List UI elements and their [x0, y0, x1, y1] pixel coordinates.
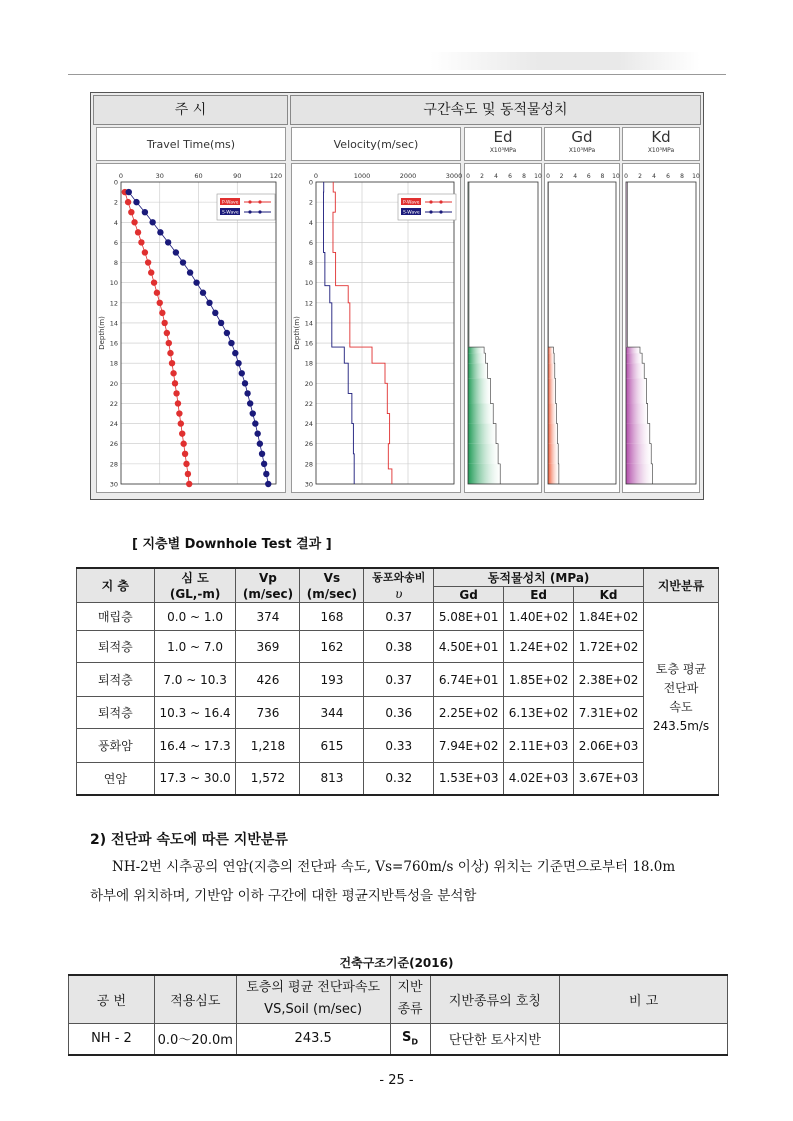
ed-panel — [464, 163, 542, 493]
th-site-class-line1: 지반 — [397, 980, 423, 996]
class-note-line: 전단파 — [663, 681, 699, 696]
y-tick-label: 22 — [304, 399, 313, 408]
gd-header — [544, 127, 620, 161]
modulus-bar — [548, 363, 555, 378]
data-point — [138, 239, 144, 245]
cell-gd: 5.08E+01 — [434, 603, 504, 631]
gd-chart — [545, 164, 619, 492]
cell-kd: 1.84E+02 — [574, 603, 644, 631]
data-point — [261, 461, 267, 467]
table-row — [77, 631, 719, 663]
cell-gd: 2.25E+02 — [434, 697, 504, 729]
cell-vp: 426 — [236, 663, 300, 697]
cell-ed: 1.85E+02 — [504, 663, 574, 697]
cell-vs: 813 — [300, 763, 364, 795]
y-tick-label: 2 — [308, 198, 313, 207]
modulus-bar — [626, 424, 650, 444]
th-site-class — [390, 975, 430, 1023]
cell-gd: 6.74E+01 — [434, 663, 504, 697]
data-point — [145, 259, 151, 265]
x-tick-label: 30 — [155, 172, 164, 180]
figure-title-left: 주 시 — [93, 95, 288, 125]
data-point — [179, 430, 185, 436]
cell-depth: 10.3 ~ 16.4 — [154, 697, 236, 729]
kd-label: Kd — [651, 128, 671, 146]
travel-time-chart — [97, 164, 285, 492]
data-point — [157, 229, 163, 235]
modulus-bar — [468, 444, 498, 464]
x-tick-label: 0 — [313, 172, 319, 180]
y-tick-label: 6 — [113, 238, 118, 247]
data-point — [265, 481, 271, 487]
velocity-header: Velocity(m/sec) — [291, 127, 461, 161]
cell-vp: 736 — [236, 697, 300, 729]
data-point — [166, 340, 172, 346]
cell-hole: NH - 2 — [69, 1023, 155, 1055]
legend-label: P-Wave — [403, 200, 420, 206]
section-title: 2) 전단파 속도에 따른 지반분류 — [90, 832, 288, 848]
y-tick-label: 8 — [308, 259, 313, 268]
data-point — [125, 199, 131, 205]
data-point — [133, 199, 139, 205]
ed-header — [464, 127, 542, 161]
cell-depth: 17.3 ~ 30.0 — [154, 763, 236, 795]
table-caption: [ 지층별 Downhole Test 결과 ] — [132, 537, 332, 552]
data-point — [159, 310, 165, 316]
y-tick-label: 12 — [109, 299, 118, 308]
cell-ed: 1.40E+02 — [504, 603, 574, 631]
ed-chart — [465, 164, 541, 492]
cell-layer: 매립층 — [77, 603, 155, 631]
cell-vp: 374 — [236, 603, 300, 631]
modulus-bar — [548, 424, 558, 444]
velocity-panel — [291, 163, 461, 493]
y-tick-label: 18 — [109, 359, 118, 368]
data-point — [142, 209, 148, 215]
data-point — [193, 279, 199, 285]
y-tick-label: 28 — [109, 460, 118, 469]
y-tick-label: 0 — [308, 178, 313, 187]
cell-apply-depth: 0.0～20.0m — [154, 1023, 236, 1055]
paragraph-line-1: NH-2번 시추공의 연암(지층의 전단파 속도, Vs=760m/s 이상) 위치는 기준면으로부터 18.0m — [112, 859, 676, 875]
data-point — [180, 441, 186, 447]
data-point — [239, 370, 245, 376]
data-point — [185, 471, 191, 477]
table-row — [77, 603, 719, 631]
data-point — [172, 380, 178, 386]
y-tick-label: 24 — [109, 420, 118, 429]
cell-avg-vs: 243.5 — [236, 1023, 390, 1055]
cell-nu: 0.36 — [364, 697, 434, 729]
th-layer: 지 층 — [77, 568, 155, 603]
legend-marker — [429, 200, 432, 203]
y-axis-label: Depth(m) — [98, 316, 106, 350]
th-poisson-sym: υ — [364, 587, 434, 603]
ed-unit: X10³MPa — [489, 147, 517, 154]
modulus-bar — [468, 347, 484, 353]
modulus-bar — [626, 353, 642, 363]
series-line-p-wave — [125, 192, 189, 484]
data-point — [206, 300, 212, 306]
th-avg-vs-line1: 토층의 평균 전단파속도 — [246, 980, 381, 996]
x-tick-label: 8 — [600, 173, 605, 180]
gd-panel — [544, 163, 620, 493]
data-point — [157, 300, 163, 306]
legend-marker — [258, 210, 261, 213]
y-tick-label: 4 — [308, 218, 313, 227]
kd-unit: X10³MPa — [647, 147, 675, 154]
data-point — [259, 451, 265, 457]
header-rule — [68, 74, 726, 75]
y-tick-label: 4 — [113, 218, 118, 227]
site-class-sub: D — [411, 1038, 419, 1048]
modulus-bar — [548, 464, 559, 484]
x-tick-label: 0 — [624, 173, 628, 180]
data-point — [242, 380, 248, 386]
data-point — [232, 350, 238, 356]
table-row — [69, 1023, 728, 1055]
x-tick-label: 2 — [559, 173, 564, 180]
gd-label: Gd — [571, 128, 593, 146]
standard-table-title: 건축구조기준(2016) — [339, 956, 454, 970]
modulus-bar — [548, 347, 553, 353]
cell-ed: 4.02E+03 — [504, 763, 574, 795]
th-vp-unit: (m/sec) — [236, 587, 300, 603]
cell-gd: 7.94E+02 — [434, 729, 504, 763]
modulus-bar — [468, 378, 490, 403]
data-point — [131, 219, 137, 225]
modulus-bar — [468, 363, 488, 378]
downhole-result-table — [76, 567, 719, 796]
cell-class-note — [644, 603, 719, 795]
x-tick-label: 2 — [638, 173, 642, 180]
x-tick-label: 120 — [269, 172, 283, 180]
cell-vs: 615 — [300, 729, 364, 763]
x-tick-label: 2 — [480, 173, 484, 180]
y-tick-label: 0 — [113, 178, 118, 187]
x-tick-label: 6 — [586, 173, 591, 180]
legend-label: P-Wave — [222, 200, 239, 206]
data-point — [135, 229, 141, 235]
cell-layer: 퇴적층 — [77, 631, 155, 663]
data-point — [180, 259, 186, 265]
th-ed: Ed — [504, 587, 574, 603]
cell-depth: 1.0 ~ 7.0 — [154, 631, 236, 663]
legend-marker — [248, 200, 251, 203]
th-gd: Gd — [434, 587, 504, 603]
y-tick-label: 12 — [304, 299, 313, 308]
x-tick-label: 90 — [233, 172, 242, 180]
cell-vp: 369 — [236, 631, 300, 663]
cell-depth: 0.0 ~ 1.0 — [154, 603, 236, 631]
y-tick-label: 16 — [304, 339, 313, 348]
cell-class-name: 단단한 토사지반 — [430, 1023, 560, 1055]
data-point — [263, 471, 269, 477]
data-point — [165, 239, 171, 245]
travel-time-header: Travel Time(ms) — [96, 127, 286, 161]
y-tick-label: 30 — [109, 480, 118, 489]
travel-time-panel — [96, 163, 286, 493]
data-point — [250, 410, 256, 416]
data-point — [167, 350, 173, 356]
x-tick-label: 0 — [546, 173, 550, 180]
cell-layer: 연암 — [77, 763, 155, 795]
y-tick-label: 24 — [304, 420, 313, 429]
y-tick-label: 28 — [304, 460, 313, 469]
data-point — [224, 330, 230, 336]
legend-label: S-Wave — [222, 210, 239, 216]
th-avg-vs — [236, 975, 390, 1023]
cell-kd: 1.72E+02 — [574, 631, 644, 663]
cell-gd: 4.50E+01 — [434, 631, 504, 663]
x-tick-label: 3000 — [445, 172, 463, 180]
th-depth: 심 도 — [154, 568, 236, 587]
legend-marker — [258, 200, 261, 203]
figure-title-right: 구간속도 및 동적물성치 — [290, 95, 701, 125]
x-tick-label: 0 — [118, 172, 124, 180]
cell-kd: 2.38E+02 — [574, 663, 644, 697]
modulus-bar — [626, 378, 646, 403]
modulus-bar — [626, 347, 640, 353]
y-tick-label: 14 — [304, 319, 313, 328]
cell-site-class — [390, 1023, 430, 1055]
y-tick-label: 10 — [304, 279, 313, 288]
th-hole: 공 번 — [69, 975, 155, 1023]
table-row — [77, 663, 719, 697]
cell-depth: 7.0 ~ 10.3 — [154, 663, 236, 697]
th-note: 비 고 — [560, 975, 728, 1023]
cell-vp: 1,572 — [236, 763, 300, 795]
x-tick-label: 2000 — [399, 172, 417, 180]
series-line-p-wave — [333, 182, 392, 484]
x-tick-label: 4 — [494, 173, 498, 180]
paragraph-line-2: 하부에 위치하며, 기반암 이하 구간에 대한 평균지반특성을 분석함 — [90, 888, 477, 904]
data-point — [186, 481, 192, 487]
data-point — [257, 441, 263, 447]
th-poisson: 동포와송비 — [364, 568, 434, 587]
table-row — [77, 763, 719, 795]
modulus-bar — [548, 444, 558, 464]
y-tick-label: 20 — [304, 379, 313, 388]
x-tick-label: 8 — [522, 173, 526, 180]
y-tick-label: 14 — [109, 319, 118, 328]
data-point — [170, 370, 176, 376]
th-avg-vs-line2: VS,Soil (m/sec) — [264, 1002, 363, 1018]
th-vs-unit: (m/sec) — [300, 587, 364, 603]
plot-frame — [316, 182, 454, 484]
x-tick-label: 6 — [666, 173, 670, 180]
legend-box — [217, 194, 275, 220]
modulus-bar — [548, 403, 557, 423]
data-point — [182, 451, 188, 457]
cell-gd: 1.53E+03 — [434, 763, 504, 795]
x-tick-label: 1000 — [353, 172, 371, 180]
data-point — [178, 420, 184, 426]
cell-nu: 0.33 — [364, 729, 434, 763]
th-vp: Vp — [236, 568, 300, 587]
data-point — [200, 290, 206, 296]
x-tick-label: 8 — [680, 173, 684, 180]
data-point — [254, 430, 260, 436]
y-tick-label: 6 — [308, 238, 313, 247]
data-point — [126, 189, 132, 195]
cell-vs: 193 — [300, 663, 364, 697]
data-point — [149, 219, 155, 225]
data-point — [228, 340, 234, 346]
table-row — [77, 729, 719, 763]
cell-ed: 2.11E+03 — [504, 729, 574, 763]
modulus-bar — [468, 403, 493, 423]
downhole-figure — [90, 92, 704, 500]
page-number: - 25 - — [379, 1073, 414, 1088]
modulus-bar — [468, 424, 496, 444]
th-kd: Kd — [574, 587, 644, 603]
data-point — [212, 310, 218, 316]
th-site-class-line2: 종류 — [397, 1002, 423, 1018]
data-point — [175, 400, 181, 406]
x-tick-label: 10 — [612, 173, 620, 180]
data-point — [183, 461, 189, 467]
site-class-letter: S — [402, 1030, 412, 1046]
class-note-line: 243.5m/s — [652, 719, 710, 734]
class-note-line: 토층 평균 — [655, 662, 707, 677]
y-tick-label: 16 — [109, 339, 118, 348]
data-point — [252, 420, 258, 426]
th-class-name: 지반종류의 호칭 — [430, 975, 560, 1023]
data-point — [187, 269, 193, 275]
cell-layer: 풍화암 — [77, 729, 155, 763]
cell-vs: 168 — [300, 603, 364, 631]
data-point — [142, 249, 148, 255]
data-point — [176, 410, 182, 416]
legend-marker — [439, 200, 442, 203]
data-point — [247, 400, 253, 406]
th-depth-unit: (GL,-m) — [154, 587, 236, 603]
cell-nu: 0.37 — [364, 663, 434, 697]
data-point — [173, 390, 179, 396]
y-tick-label: 30 — [304, 480, 313, 489]
y-tick-label: 20 — [109, 379, 118, 388]
th-class: 지반분류 — [644, 568, 719, 603]
modulus-bar — [626, 464, 653, 484]
x-tick-label: 4 — [573, 173, 578, 180]
cell-kd: 7.31E+02 — [574, 697, 644, 729]
cell-layer: 퇴적층 — [77, 663, 155, 697]
data-point — [173, 249, 179, 255]
th-vs: Vs — [300, 568, 364, 587]
cell-ed: 1.24E+02 — [504, 631, 574, 663]
site-class-table — [68, 974, 728, 1056]
cell-vs: 162 — [300, 631, 364, 663]
y-axis-label: Depth(m) — [293, 316, 301, 350]
cell-vs: 344 — [300, 697, 364, 729]
gd-unit: X10³MPa — [568, 147, 596, 154]
cell-nu: 0.38 — [364, 631, 434, 663]
x-tick-label: 10 — [534, 173, 542, 180]
legend-marker — [439, 210, 442, 213]
header-shade — [430, 52, 700, 70]
th-moduli: 동적물성치 (MPa) — [434, 568, 644, 587]
cell-depth: 16.4 ~ 17.3 — [154, 729, 236, 763]
kd-chart — [623, 164, 699, 492]
data-point — [154, 290, 160, 296]
data-point — [169, 360, 175, 366]
modulus-bar — [548, 353, 554, 363]
modulus-bar — [626, 363, 644, 378]
data-point — [148, 269, 154, 275]
cell-layer: 퇴적층 — [77, 697, 155, 729]
table-row — [77, 697, 719, 729]
cell-nu: 0.32 — [364, 763, 434, 795]
y-tick-label: 10 — [109, 279, 118, 288]
data-point — [164, 330, 170, 336]
data-point — [151, 279, 157, 285]
x-tick-label: 0 — [466, 173, 470, 180]
kd-panel — [622, 163, 700, 493]
y-tick-label: 8 — [113, 259, 118, 268]
x-tick-label: 4 — [652, 173, 656, 180]
modulus-bar — [626, 444, 651, 464]
cell-kd: 2.06E+03 — [574, 729, 644, 763]
x-tick-label: 6 — [508, 173, 512, 180]
data-point — [161, 320, 167, 326]
cell-nu: 0.37 — [364, 603, 434, 631]
data-point — [218, 320, 224, 326]
legend-marker — [248, 210, 251, 213]
y-tick-label: 2 — [113, 198, 118, 207]
ed-label: Ed — [493, 128, 513, 146]
legend-label: S-Wave — [403, 210, 420, 216]
cell-note — [560, 1023, 728, 1055]
y-tick-label: 18 — [304, 359, 313, 368]
cell-vp: 1,218 — [236, 729, 300, 763]
velocity-chart — [292, 164, 463, 492]
class-note-line: 속도 — [669, 700, 693, 715]
cell-kd: 3.67E+03 — [574, 763, 644, 795]
plot-frame — [548, 182, 616, 484]
th-apply-depth: 적용심도 — [154, 975, 236, 1023]
data-point — [235, 360, 241, 366]
modulus-bar — [468, 353, 486, 363]
legend-box — [398, 194, 456, 220]
y-tick-label: 22 — [109, 399, 118, 408]
x-tick-label: 10 — [692, 173, 700, 180]
data-point — [128, 209, 134, 215]
kd-header — [622, 127, 700, 161]
modulus-bar — [548, 378, 555, 403]
legend-marker — [429, 210, 432, 213]
modulus-bar — [626, 403, 648, 423]
cell-ed: 6.13E+02 — [504, 697, 574, 729]
y-tick-label: 26 — [109, 440, 118, 449]
y-tick-label: 26 — [304, 440, 313, 449]
x-tick-label: 60 — [194, 172, 203, 180]
data-point — [244, 390, 250, 396]
modulus-bar — [468, 464, 500, 484]
